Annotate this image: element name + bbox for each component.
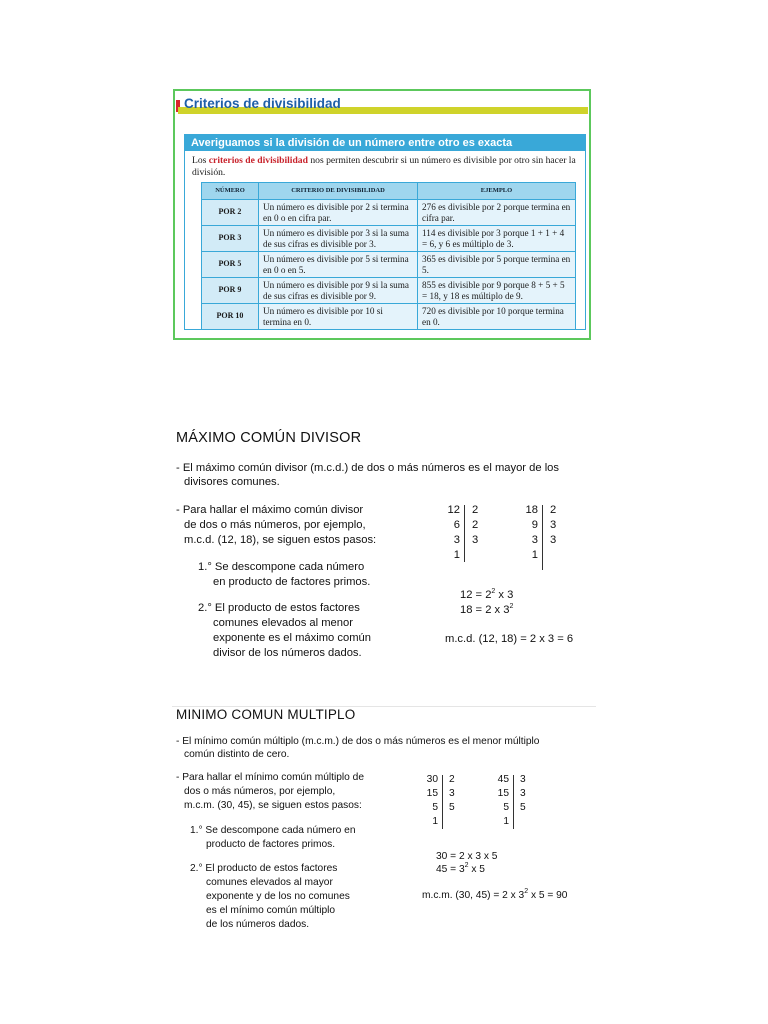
table-row (202, 226, 576, 252)
fac-divisor: 3 (550, 519, 557, 531)
row-number: POR 10 (202, 304, 259, 330)
intro-text-post: nos permiten descubrir si un número es divisible por otro sin hacer la división. (192, 155, 576, 178)
fac-divisor: 3 (520, 788, 526, 799)
fac-value: 1 (531, 549, 538, 561)
fac-value: 45 (497, 774, 509, 785)
eq-text: 45 = 3 (436, 864, 465, 875)
fac-value: 5 (432, 802, 438, 813)
mcd-result: m.c.d. (12, 18) = 2 x 3 = 6 (445, 633, 574, 645)
fac-value: 9 (531, 519, 538, 531)
mcd-steps-line3: m.c.d. (12, 18), se siguen estos pasos: (184, 534, 377, 546)
mcm-equation-30: 30 = 2 x 3 x 5 (436, 851, 498, 862)
row-ejemplo: 276 es divisible por 2 porque termina en cifra par. (418, 200, 576, 226)
fac-divisor: 5 (449, 802, 455, 813)
eq-exponent: 2 (509, 603, 514, 610)
fac-divisor: 5 (520, 802, 526, 813)
mcm-result (422, 889, 567, 903)
fac-value: 30 (426, 774, 438, 785)
fac-divisor: 3 (550, 534, 557, 546)
row-criterio: Un número es divisible por 3 si la suma de sus cifras es divisible por 3. (259, 226, 418, 252)
mcd-step2-line2: comunes elevados al menor (213, 617, 353, 629)
mcm-steps-line2: dos o más números, por ejemplo, (184, 786, 336, 797)
mcd-step1-line1: 1.° Se descompone cada número (198, 561, 365, 573)
table-row (202, 200, 576, 226)
divisibility-card (173, 89, 591, 340)
col-header-numero: NÚMERO (202, 183, 259, 200)
mcd-heading: MÁXIMO COMÚN DIVISOR (176, 430, 362, 446)
mcd-step2-line3: exponente es el máximo común (213, 632, 371, 644)
mcm-step2-line1: 2.° El producto de estos factores (190, 863, 338, 874)
mcm-step2-line4: es el mínimo común múltiplo (206, 905, 336, 916)
col-header-criterio: CRITERIO DE DIVISIBILIDAD (259, 183, 418, 200)
mcm-steps-line1: - Para hallar el mínimo común múltiplo de (176, 772, 364, 783)
mcm-heading: MINIMO COMUN MULTIPLO (176, 707, 356, 722)
eq-text: 18 = 2 x 3 (460, 604, 510, 616)
eq-text: 12 = 2 (460, 589, 492, 601)
fac-value: 3 (453, 534, 460, 546)
mcd-step2-line1: 2.° El producto de estos factores (198, 602, 360, 614)
row-criterio: Un número es divisible por 9 si la suma de sus cifras es divisible por 9. (259, 278, 418, 304)
fac-divisor: 3 (520, 774, 526, 785)
criteria-table (201, 182, 576, 330)
fac-value: 3 (531, 534, 538, 546)
division-bar (542, 505, 543, 570)
fac-divisor: 3 (472, 534, 479, 546)
fac-value: 5 (503, 802, 509, 813)
card-title: Criterios de divisibilidad (184, 96, 341, 111)
row-criterio: Un número es divisible por 10 si termina en 0. (259, 304, 418, 330)
col-header-ejemplo: EJEMPLO (418, 183, 576, 200)
fac-divisor: 3 (449, 788, 455, 799)
mcd-steps-line1: - Para hallar el máximo común divisor (176, 504, 364, 516)
table-row (202, 304, 576, 330)
mcm-steps-line3: m.c.m. (30, 45), se siguen estos pasos: (184, 800, 362, 811)
row-ejemplo: 365 es divisible por 5 porque termina en 5. (418, 252, 576, 278)
eq-exponent: 2 (464, 862, 469, 869)
mcm-definition-line1: - El mínimo común múltiplo (m.c.m.) de dos o más números es el menor múltiplo (176, 736, 540, 747)
row-ejemplo: 720 es divisible por 10 porque termina en 0. (418, 304, 576, 330)
mcm-step1-line1: 1.° Se descompone cada número en (190, 825, 356, 836)
mcd-definition-line2: divisores comunes. (184, 476, 280, 488)
eq-text: x 5 = 90 (528, 890, 568, 901)
intro-text-pre: Los (192, 155, 209, 166)
fac-divisor: 2 (550, 504, 557, 516)
row-number: POR 3 (202, 226, 259, 252)
row-ejemplo: 114 es divisible por 3 porque 1 + 1 + 4 = 6, y 6 es múltiplo de 3. (418, 226, 576, 252)
mcm-step2-line3: exponente y de los no comunes (206, 891, 350, 902)
row-criterio: Un número es divisible por 2 si termina en 0 o en cifra par. (259, 200, 418, 226)
mcd-step1-line2: en producto de factores primos. (213, 576, 371, 588)
fac-divisor: 2 (449, 774, 455, 785)
mcm-step2-line5: de los números dados. (206, 919, 310, 930)
fac-divisor: 2 (472, 504, 479, 516)
fac-value: 12 (447, 504, 460, 516)
eq-text: x 5 (468, 864, 485, 875)
mcd-step2-line4: divisor de los números dados. (213, 647, 362, 659)
mcd-steps-line2: de dos o más números, por ejemplo, (184, 519, 366, 531)
row-number: POR 2 (202, 200, 259, 226)
fac-value: 15 (497, 788, 509, 799)
lesson-intro (185, 151, 585, 181)
table-row (202, 252, 576, 278)
fac-value: 18 (525, 504, 538, 516)
eq-text: x 3 (495, 589, 514, 601)
mcd-definition-line1: - El máximo común divisor (m.c.d.) de dos o más números es el mayor de los (176, 462, 559, 474)
fac-divisor: 2 (472, 519, 479, 531)
fac-value: 6 (453, 519, 460, 531)
mcm-step2-line2: comunes elevados al mayor (206, 877, 333, 888)
lesson-heading: Averiguamos si la división de un número entre otro es exacta (185, 135, 585, 151)
fac-value: 15 (426, 788, 438, 799)
mcm-step1-line2: producto de factores primos. (206, 839, 336, 850)
mcm-equation-45 (436, 863, 485, 877)
mcm-definition-line2: común distinto de cero. (184, 749, 290, 760)
division-bar (442, 775, 443, 829)
lesson-box (184, 134, 586, 330)
fac-value: 1 (503, 816, 509, 827)
eq-exponent: 2 (524, 888, 529, 895)
fac-value: 1 (453, 549, 460, 561)
eq-text: m.c.m. (30, 45) = 2 x 3 (422, 890, 525, 901)
table-row (202, 278, 576, 304)
division-bar (464, 505, 465, 562)
fac-value: 1 (432, 816, 438, 827)
division-bar (513, 775, 514, 829)
row-criterio: Un número es divisible por 5 si termina en 0 o en 5. (259, 252, 418, 278)
mcd-equation-12 (460, 588, 513, 602)
mcd-equation-18 (460, 603, 513, 617)
intro-highlight: criterios de divisibilidad (208, 155, 308, 166)
row-number: POR 9 (202, 278, 259, 304)
row-number: POR 5 (202, 252, 259, 278)
eq-exponent: 2 (491, 588, 496, 595)
row-ejemplo: 855 es divisible por 9 porque 8 + 5 + 5 = 18, y 18 es múltiplo de 9. (418, 278, 576, 304)
